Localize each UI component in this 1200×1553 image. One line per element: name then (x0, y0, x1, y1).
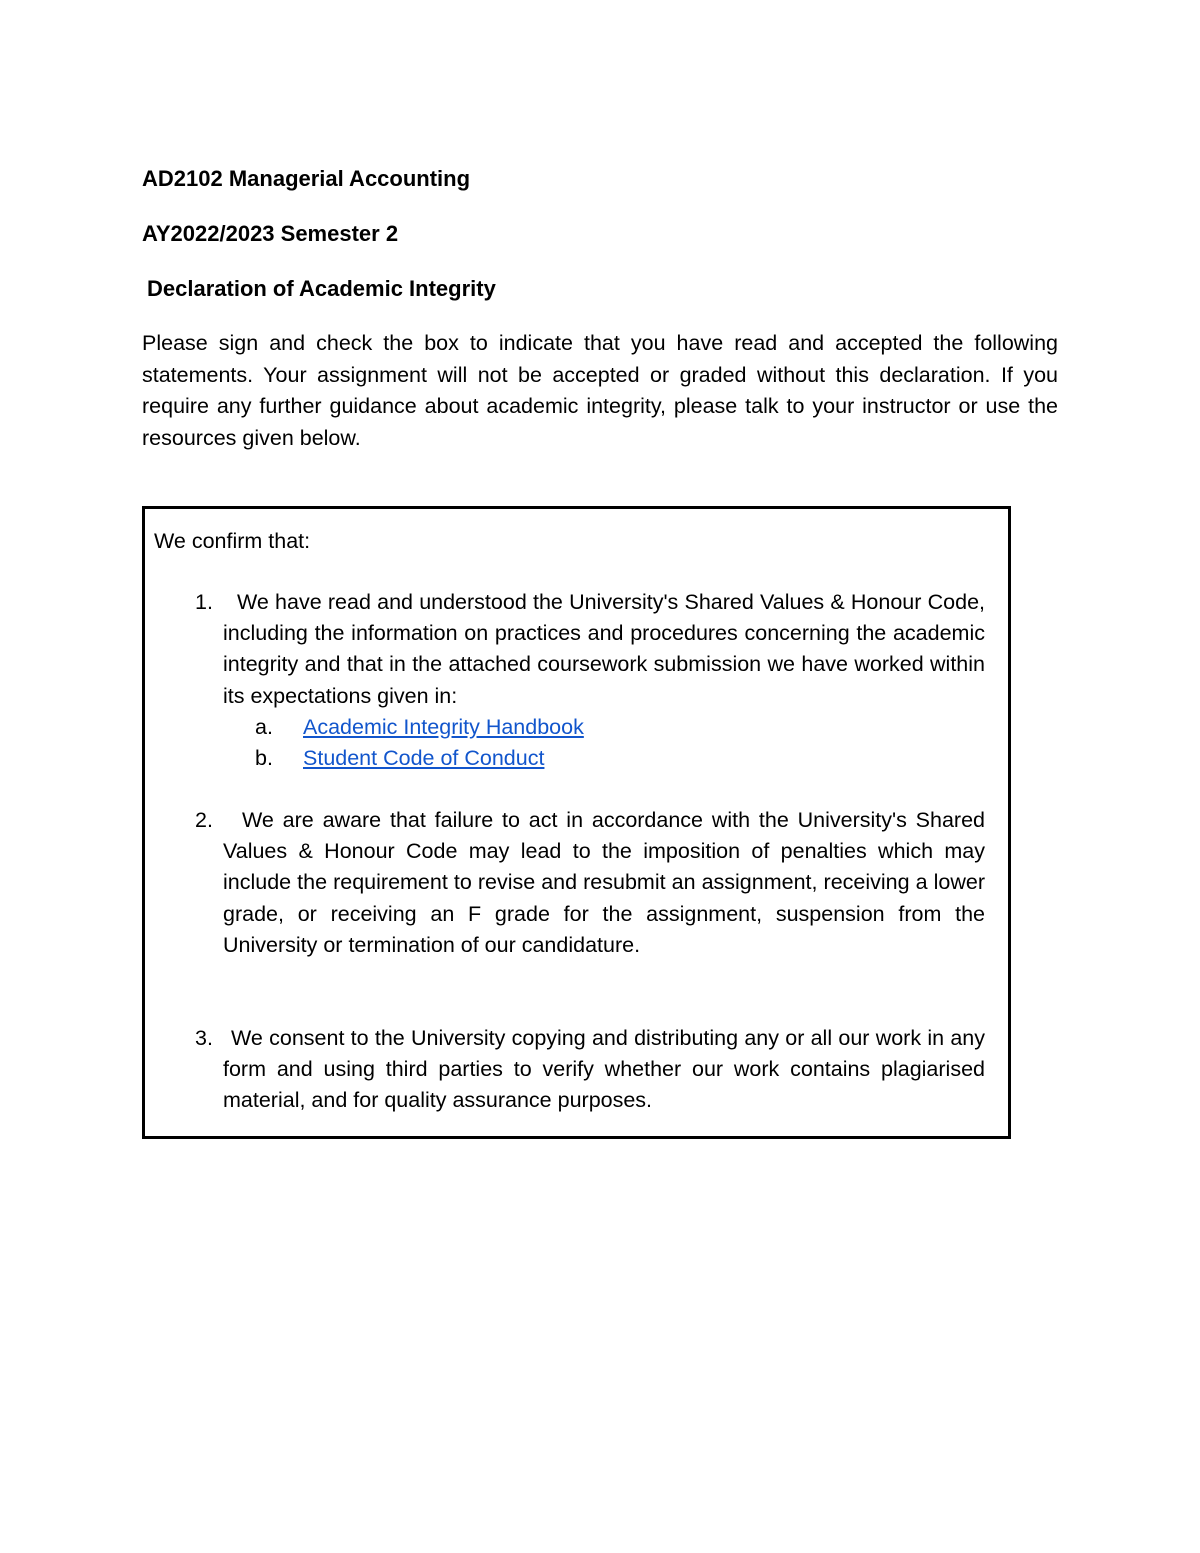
item-number: 3. (195, 1026, 213, 1050)
resource-list (223, 712, 985, 774)
item-text: We are aware that failure to act in accordance with the University's Shared Values & Honour Code may lead to the imposition of penalties which may include the requirement to revise and resubmit an assignment, receiving a lower grade, or receiving an F grade for the assignment, suspension from the University or termination of our candidature. (223, 808, 985, 957)
sub-item-letter: b. (255, 746, 273, 770)
declaration-item-2 (195, 805, 985, 961)
item-number: 2. (195, 808, 213, 832)
course-title: AD2102 Managerial Accounting (142, 166, 471, 191)
declaration-box (142, 506, 1011, 1139)
academic-integrity-handbook-link[interactable]: Academic Integrity Handbook (303, 714, 584, 739)
item-text: We consent to the University copying and distributing any or all our work in any form and using third parties to verify whether our work contains plagiarised material, and for quality assurance purposes. (223, 1026, 985, 1113)
declaration-title: Declaration of Academic Integrity (147, 276, 496, 301)
list-item (223, 712, 985, 743)
item-number: 1. (195, 590, 213, 614)
student-code-of-conduct-link[interactable]: Student Code of Conduct (303, 746, 545, 770)
item-text: We have read and understood the University's Shared Values & Honour Code, including the information on practices and procedures concerning the academic integrity and that in the attached coursework submission we have worked within its expectations given in: (223, 590, 985, 708)
declaration-item-3 (195, 1023, 985, 1117)
declaration-item-1 (195, 587, 985, 774)
intro-paragraph: Please sign and check the box to indicate that you have read and accepted the following statements. Your assignment will not be accepted or graded without this declaration. If you require any further guidance about academic integrity, please talk to your instructor or use the resources given below. (142, 331, 1058, 450)
declaration-lead: We confirm that: (154, 529, 311, 553)
list-item (223, 743, 985, 774)
sub-item-letter: a. (255, 714, 273, 739)
semester-label: AY2022/2023 Semester 2 (142, 221, 399, 246)
